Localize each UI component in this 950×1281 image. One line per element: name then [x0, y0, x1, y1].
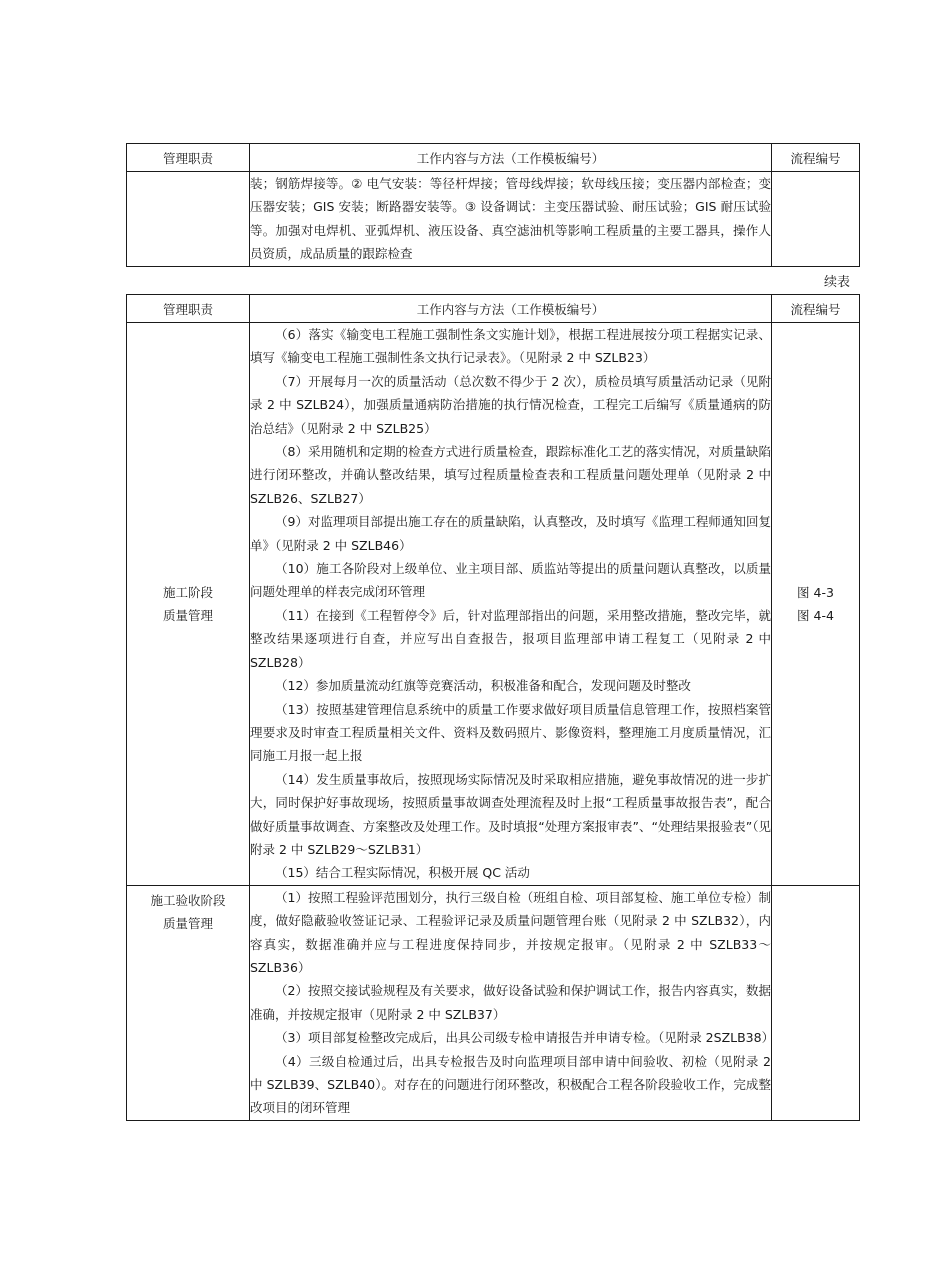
table-header-row [127, 295, 860, 323]
list-item: （12）参加质量流动红旗等竞赛活动，积极准备和配合，发现问题及时整改 [275, 678, 691, 694]
header-role: 管理职责 [127, 144, 250, 172]
list-item: （2）按照交接试验规程及有关要求，做好设备试验和保护调试工作，报告内容真实，数据准确，并按规定报审（见附录 2 中 SZLB37） [250, 983, 771, 1022]
list-item: （7）开展每月一次的质量活动（总次数不得少于 2 次），质检员填写质量活动记录（见附录 2 中 SZLB24），加强质量通病防治措施的执行情况检查，工程完工后编写《质量通病的防治总结》（见附录 2 中 SZLB25） [250, 373, 771, 436]
header-content: 工作内容与方法（工作模板编号） [250, 295, 772, 323]
role-line: 质量管理 [162, 607, 213, 623]
list-item: （4）三级自检通过后，出具专检报告及时向监理项目部申请中间验收、初检（见附录 2 中 SZLB39、SZLB40）。对存在的问题进行闭环整改，积极配合工程各阶段验收工作，完成整改项目的闭环管理 [250, 1053, 771, 1116]
role-cell [127, 885, 250, 1120]
table-row-acceptance-stage [127, 885, 860, 1120]
list-item: （15）结合工程实际情况，积极开展 QC 活动 [275, 865, 530, 881]
role-cell [127, 172, 250, 267]
flow-ref: 图 4-4 [797, 607, 834, 623]
list-item: （11）在接到《工程暂停令》后，针对监理部指出的问题，采用整改措施，整改完毕，就整改结果逐项进行自查，并应写出自查报告，报项目监理部申请工程复工（见附录 2 中 SZLB28） [250, 607, 771, 670]
table-row-construction-stage [127, 323, 860, 886]
header-role: 管理职责 [127, 295, 250, 323]
list-item: （6）落实《输变电工程施工强制性条文实施计划》，根据工程进展按分项工程据实记录、填写《输变电工程施工强制性条文执行记录表》。（见附录 2 中 SZLB23） [250, 327, 771, 366]
list-item: （1）按照工程验评范围划分，执行三级自检（班组自检、项目部复检、施工单位专检）制度，做好隐蔽验收签证记录、工程验评记录及质量问题管理台账（见附录 2 中 SZLB32），内容真实，数据准确并应与工程进度保持同步，并按规定报审。（见附录 2 中 SZLB33～SZLB36） [250, 889, 771, 975]
continuation-table [126, 143, 860, 267]
table-row [127, 172, 860, 267]
list-item: （3）项目部复检整改完成后，出具公司级专检申请报告并申请专检。（见附录 2SZLB38） [275, 1030, 775, 1046]
table-header-row [127, 144, 860, 172]
flow-cell [772, 885, 860, 1120]
main-table [126, 294, 860, 1121]
header-content: 工作内容与方法（工作模板编号） [250, 144, 772, 172]
flow-cell [772, 323, 860, 886]
content-cell [250, 172, 772, 267]
content-cell [250, 885, 775, 1120]
flow-cell [772, 172, 860, 267]
list-item: （8）采用随机和定期的检查方式进行质量检查，跟踪标准化工艺的落实情况，对质量缺陷进行闭环整改，并确认整改结果，填写过程质量检查表和工程质量问题处理单（见附录 2 中 SZLB26、SZLB27） [250, 444, 771, 506]
role-cell [127, 323, 250, 886]
list-item: （9）对监理项目部提出施工存在的质量缺陷，认真整改，及时填写《监理工程师通知回复单》（见附录 2 中 SZLB46） [250, 514, 771, 553]
header-flow: 流程编号 [772, 295, 860, 323]
flow-ref: 图 4-3 [797, 584, 834, 600]
role-line: 施工验收阶段 [150, 892, 226, 908]
list-item: （10）施工各阶段对上级单位、业主项目部、质监站等提出的质量问题认真整改，以质量问题处理单的样表完成闭环管理 [250, 561, 771, 600]
content-cell [250, 323, 772, 886]
continued-label: 续表 [823, 275, 850, 290]
content-paragraph: 装；钢筋焊接等。② 电气安装：等径杆焊接；管母线焊接；软母线压接；变压器内部检查；变压器安装；GIS 安装；断路器安装等。③ 设备调试：主变压器试验、耐压试验；GIS 耐压试验等。加强对电焊机、亚弧焊机、液压设备、真空滤油机等影响工程质量的主要工器具，操作人员资质，成品质量的跟踪检查 [250, 176, 771, 262]
list-item: （14）发生质量事故后，按照现场实际情况及时采取相应措施，避免事故情况的进一步扩大，同时保护好事故现场，按照质量事故调查处理流程及时上报“工程质量事故报告表”，配合做好质量事故调查、方案整改及处理工作。及时填报“处理方案报审表”、“处理结果报验表”（见附录 2 中 SZLB29～SZLB31） [250, 771, 771, 857]
list-item: （13）按照基建管理信息系统中的质量工作要求做好项目质量信息管理工作，按照档案管理要求及时审查工程质量相关文件、资料及数码照片、影像资料，整理施工月度质量情况，汇同施工月报一起上报 [250, 701, 771, 764]
header-flow: 流程编号 [772, 144, 860, 172]
role-line: 施工阶段 [162, 584, 213, 600]
role-line: 质量管理 [162, 915, 213, 931]
